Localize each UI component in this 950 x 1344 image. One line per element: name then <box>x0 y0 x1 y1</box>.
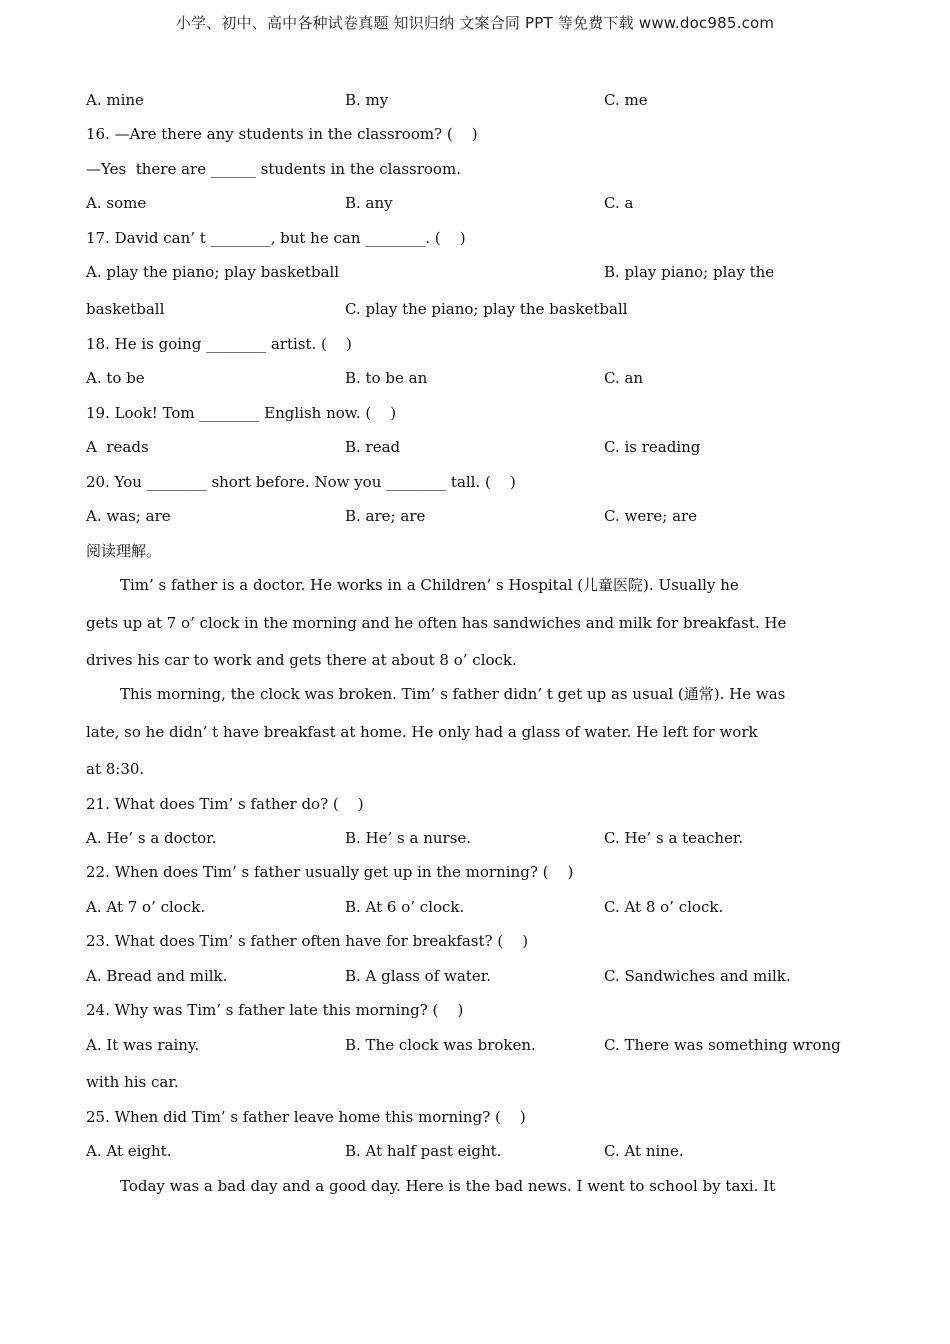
q21-option-b: B. He’ s a nurse. <box>345 829 472 847</box>
q16-option-c: C. a <box>604 194 634 212</box>
q25-question: 25. When did Tim’ s father leave home this morning? ( ) <box>86 1108 526 1126</box>
q19-option-a: A reads <box>86 438 149 456</box>
q16-option-a: A. some <box>86 194 147 212</box>
reading-heading: 阅读理解。 <box>86 542 162 560</box>
q24-option-a: A. It was rainy. <box>86 1036 200 1054</box>
q18-option-b: B. to be an <box>345 369 428 387</box>
q23-option-b: B. A glass of water. <box>345 967 491 985</box>
q16-answer-line: —Yes there are ______ students in the classroom. <box>86 160 461 178</box>
q18-question: 18. He is going ________ artist. ( ) <box>86 335 352 353</box>
q17-option-b-cont: basketball <box>86 300 165 318</box>
q24-option-c: C. There was something wrong <box>604 1036 841 1054</box>
q22-option-c: C. At 8 o’ clock. <box>604 898 724 916</box>
q17-question: 17. David can’ t ________, but he can ________. ( ) <box>86 229 466 247</box>
q23-question: 23. What does Tim’ s father often have for breakfast? ( ) <box>86 932 529 950</box>
q22-option-b: B. At 6 o’ clock. <box>345 898 465 916</box>
q20-option-b: B. are; are <box>345 507 426 525</box>
passage1-line: Tim’ s father is a doctor. He works in a Children’ s Hospital (儿童医院). Usually he <box>120 576 739 594</box>
q22-question: 22. When does Tim’ s father usually get up in the morning? ( ) <box>86 863 574 881</box>
q25-option-a: A. At eight. <box>86 1142 172 1160</box>
q19-option-b: B. read <box>345 438 401 456</box>
q21-option-c: C. He’ s a teacher. <box>604 829 744 847</box>
q15-option-b: B. my <box>345 91 389 109</box>
passage1-line: This morning, the clock was broken. Tim’ s father didn’ t get up as usual (通常). He was <box>120 685 786 703</box>
q22-option-a: A. At 7 o’ clock. <box>86 898 206 916</box>
page-header: 小学、初中、高中各种试卷真题 知识归纳 文案合同 PPT 等免费下载 www.doc985.com <box>175 14 775 32</box>
passage1-line: gets up at 7 o’ clock in the morning and he often has sandwiches and milk for breakfast. He <box>86 614 787 632</box>
q19-question: 19. Look! Tom ________ English now. ( ) <box>86 404 397 422</box>
q18-option-a: A. to be <box>86 369 145 387</box>
q23-option-c: C. Sandwiches and milk. <box>604 967 791 985</box>
q24-option-b: B. The clock was broken. <box>345 1036 536 1054</box>
q23-option-a: A. Bread and milk. <box>86 967 228 985</box>
q21-question: 21. What does Tim’ s father do? ( ) <box>86 795 364 813</box>
q21-option-a: A. He’ s a doctor. <box>86 829 217 847</box>
q19-option-c: C. is reading <box>604 438 701 456</box>
q16-option-b: B. any <box>345 194 393 212</box>
passage2-line: Today was a bad day and a good day. Here is the bad news. I went to school by taxi. It <box>120 1177 776 1195</box>
q20-option-c: C. were; are <box>604 507 698 525</box>
q20-question: 20. You ________ short before. Now you ________ tall. ( ) <box>86 473 516 491</box>
q15-option-c: C. me <box>604 91 648 109</box>
q17-option-c: C. play the piano; play the basketball <box>345 300 628 318</box>
q17-option-a: A. play the piano; play basketball <box>86 263 340 281</box>
q16-question: 16. —Are there any students in the classroom? ( ) <box>86 125 478 143</box>
q17-option-b: B. play piano; play the <box>604 263 775 281</box>
q24-option-c-cont: with his car. <box>86 1073 179 1091</box>
passage1-line: late, so he didn’ t have breakfast at home. He only had a glass of water. He left for work <box>86 723 758 741</box>
q25-option-b: B. At half past eight. <box>345 1142 502 1160</box>
q18-option-c: C. an <box>604 369 644 387</box>
passage1-line: at 8:30. <box>86 760 145 778</box>
q20-option-a: A. was; are <box>86 507 171 525</box>
passage1-line: drives his car to work and gets there at about 8 o’ clock. <box>86 651 517 669</box>
q15-option-a: A. mine <box>86 91 144 109</box>
q25-option-c: C. At nine. <box>604 1142 684 1160</box>
q24-question: 24. Why was Tim’ s father late this morning? ( ) <box>86 1001 464 1019</box>
